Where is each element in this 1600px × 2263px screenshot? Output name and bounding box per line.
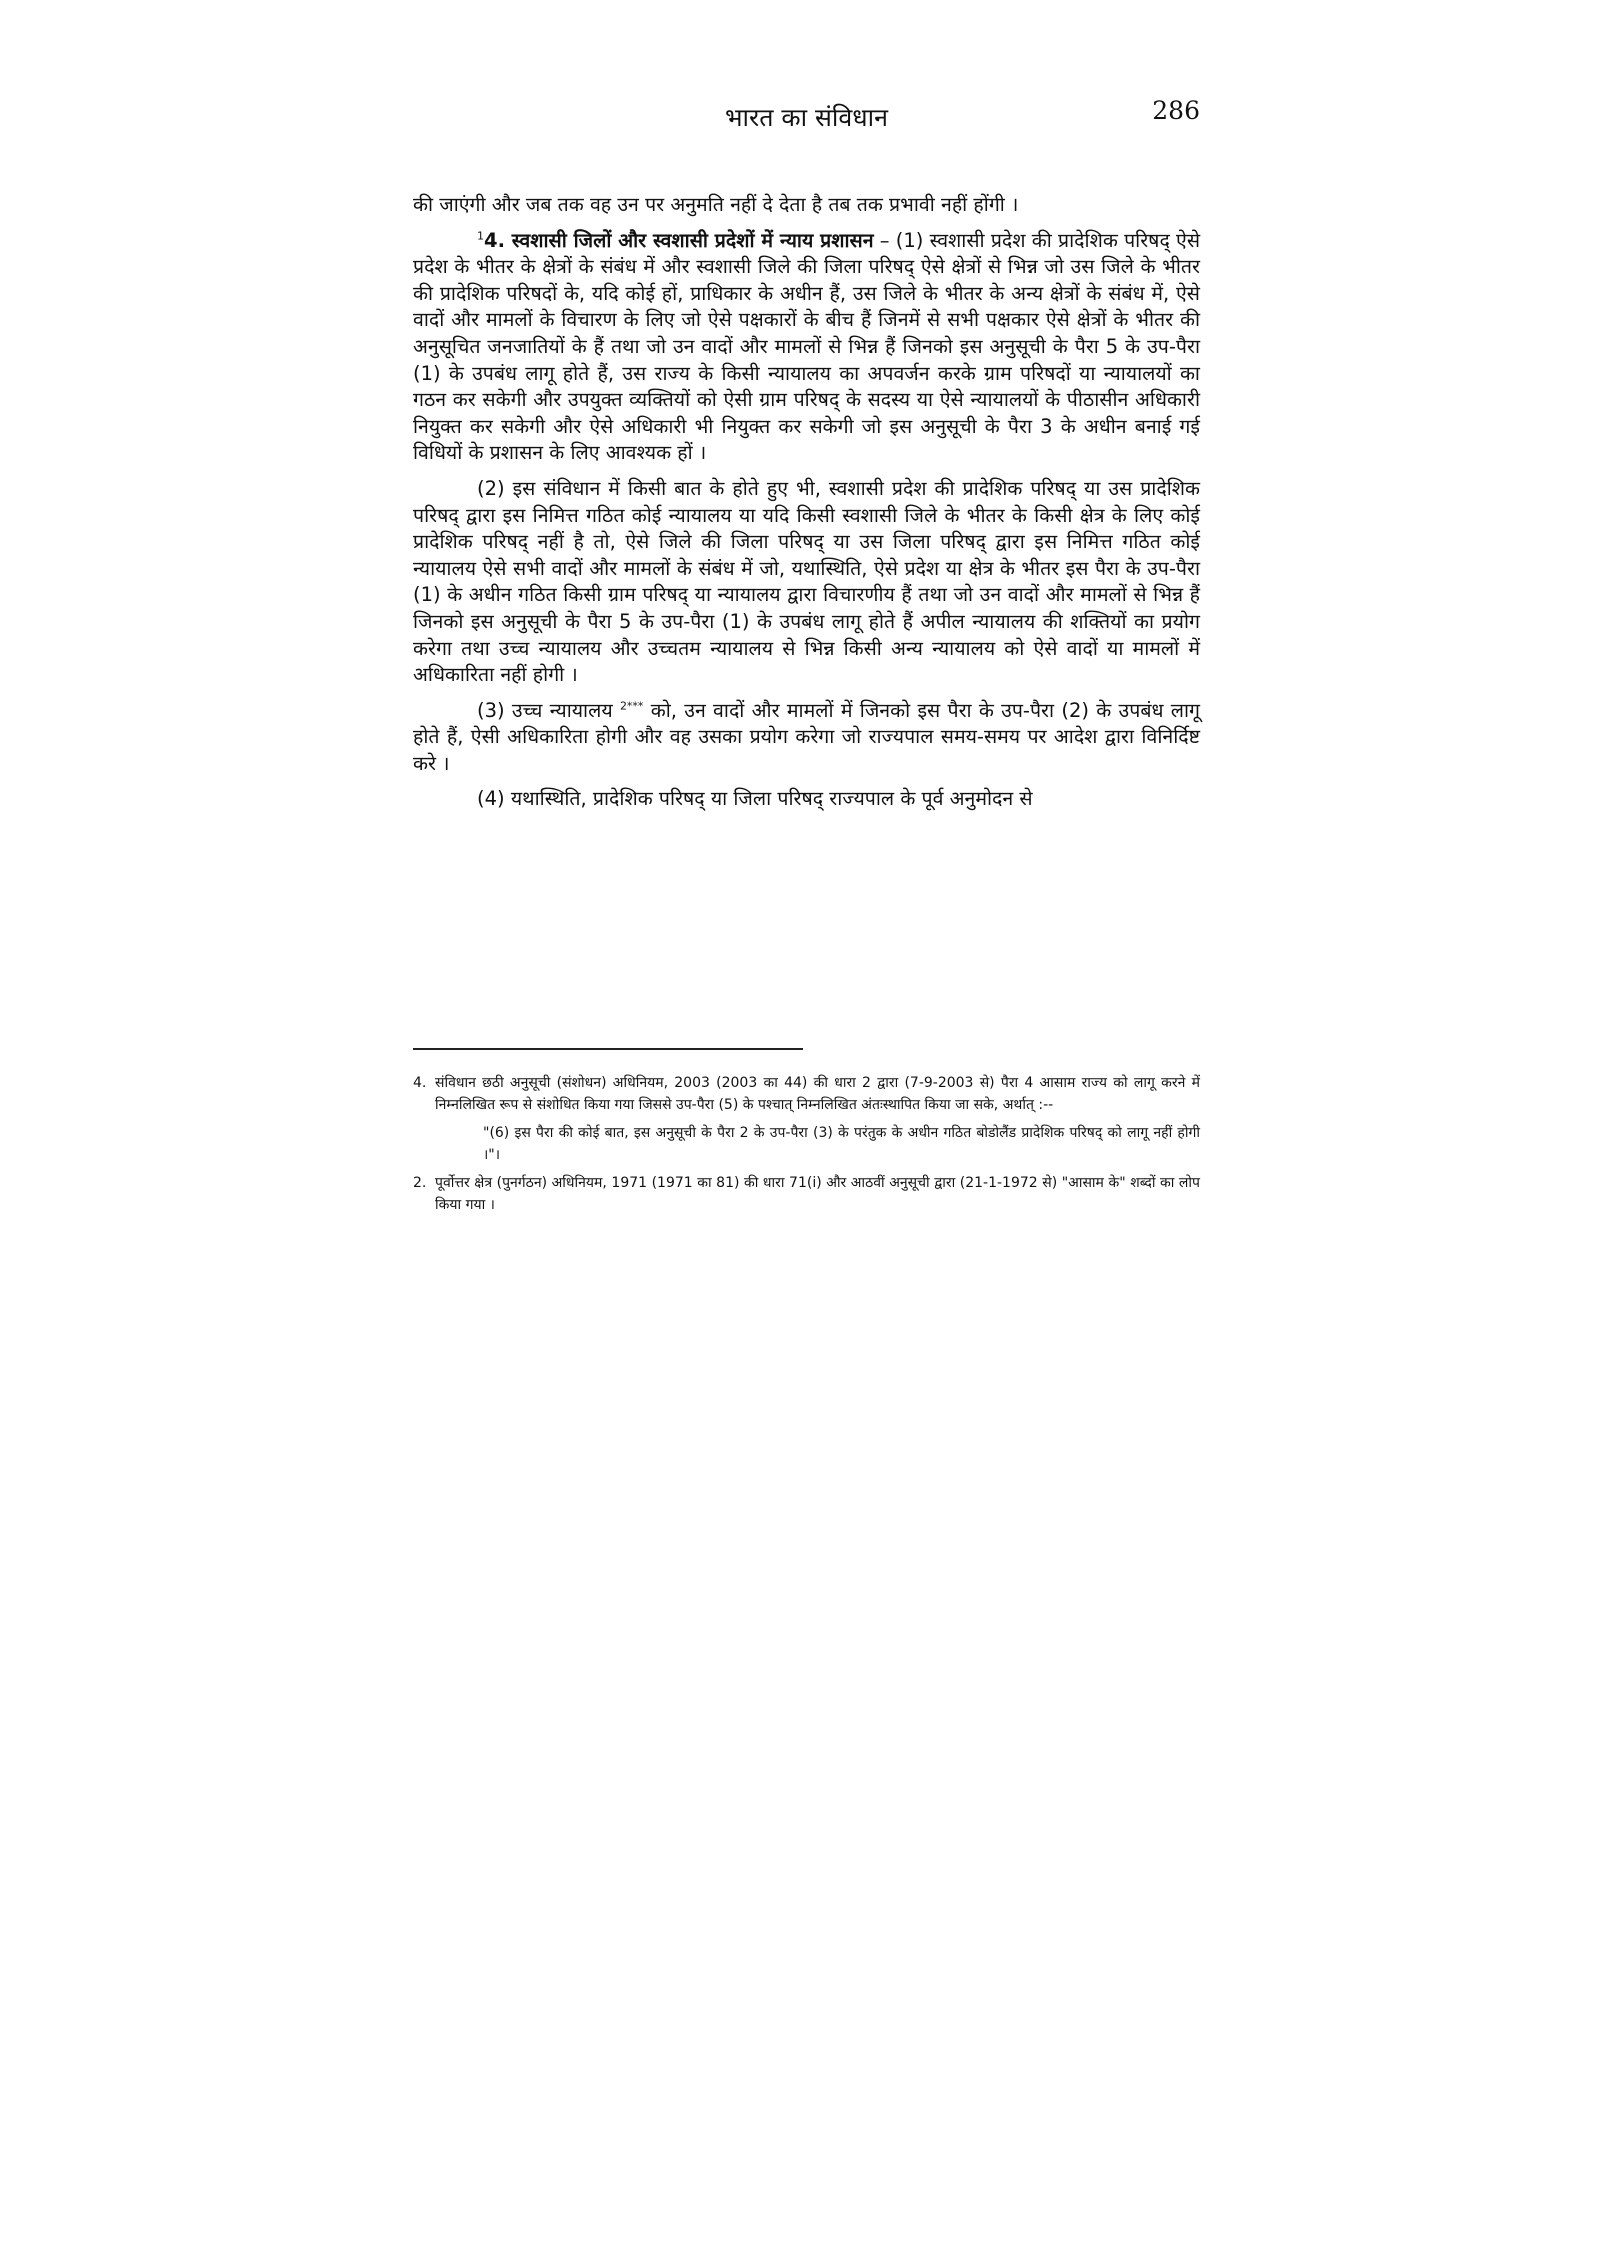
page-header — [413, 92, 1200, 142]
footnote-text: पूर्वोत्तर क्षेत्र (पुनर्गठन) अधिनियम, 1971 (1971 का 81) की धारा 71(i) और आठवीं अनुसूची द्वारा (21-1-1972 से) "आसाम के" शब्दों का लोप किया गया । — [435, 1175, 1200, 1213]
section-4-text: – (1) स्वशासी प्रदेश की प्रादेशिक परिषद् ऐसे प्रदेश के भीतर के क्षेत्रों के संबंध में और स्वशासी जिले की जिला परिषद् ऐसे क्षेत्रों से भिन्न जो उस जिले के भीतर की प्रादेशिक परिषदों के, यदि कोई हों, प्राधिकार के अधीन हैं, उस जिले के भीतर के अन्य क्षेत्रों के संबंध में, ऐसे वादों और मामलों के विचारण के लिए जो ऐसे पक्षकारों के बीच हैं जिनमें से सभी पक्षकार ऐसे क्षेत्रों के भीतर की अनुसूचित जनजातियों के हैं तथा जो उन वादों और मामलों से भिन्न हैं जिनको इस अनुसूची के पैरा 5 के उप-पैरा (1) के उपबंध लागू होते हैं, उस राज्य के किसी न्यायालय का अपवर्जन करके ग्राम परिषदों या न्यायालयों का गठन कर सकेगी और उपयुक्त व्यक्तियों को ऐसी ग्राम परिषद् के सदस्य या ऐसे न्यायालयों के पीठासीन अधिकारी नियुक्त कर सकेगी और ऐसे अधिकारी भी नियुक्त कर सकेगी जो इस अनुसूची के पैरा 3 के अधीन बनाई गई विधियों के प्रशासन के लिए आवश्यक हों । — [413, 228, 1200, 465]
footnote-ref-2: 2*** — [619, 699, 644, 713]
footnote-item — [413, 1172, 1200, 1216]
body-text — [413, 192, 1200, 813]
footnotes — [413, 1072, 1200, 1222]
footnote-item — [413, 1072, 1200, 1116]
page-title: भारत का संविधान — [724, 103, 889, 132]
footnote-number: 4. — [413, 1075, 427, 1091]
sub-paragraph-3 — [413, 698, 1200, 778]
section-4-paragraph — [413, 228, 1200, 467]
sub-paragraph-3-end: को, उन वादों और मामलों में जिनको इस पैरा के उप-पैरा (2) के उपबंध लागू होते हैं, ऐसी अधिकारिता होगी और वह उसका प्रयोग करेगा जो राज्यपाल समय-समय पर आदेश द्वारा विनिर्दिष्ट करे । — [413, 698, 1200, 775]
sub-paragraph-4: (4) यथास्थिति, प्रादेशिक परिषद् या जिला परिषद् राज्यपाल के पूर्व अनुमोदन से — [477, 787, 1033, 811]
footnote-ref-1: 1 — [477, 229, 484, 243]
sub-paragraph-3-start: (3) उच्च न्यायालय — [477, 698, 620, 722]
footnote-number: 2. — [413, 1175, 427, 1191]
section-4-heading: 4. स्वशासी जिलों और स्वशासी प्रदेशों में न्याय प्रशासन — [484, 228, 874, 252]
page-number: 286 — [1152, 96, 1200, 125]
footnote-quote: "(6) इस पैरा की कोई बात, इस अनुसूची के पैरा 2 के उप-पैरा (3) के परंतुक के अधीन गठित बोडोलैंड प्रादेशिक परिषद् को लागू नहीं होगी ।"। — [483, 1125, 1200, 1163]
footnote-text: संविधान छठी अनुसूची (संशोधन) अधिनियम, 2003 (2003 का 44) की धारा 2 द्वारा (7-9-2003 से) पैरा 4 आसाम राज्य को लागू करने में निम्नलिखित रूप से संशोधित किया गया जिससे उप-पैरा (5) के पश्चात् निम्नलिखित अंतःस्थापित किया जा सके, अर्थात् :-- — [435, 1075, 1200, 1113]
sub-paragraph-2: (2) इस संविधान में किसी बात के होते हुए भी, स्वशासी प्रदेश की प्रादेशिक परिषद् या उस प्रादेशिक परिषद् द्वारा इस निमित्त गठित कोई न्यायालय या यदि किसी स्वशासी जिले के भीतर के किसी क्षेत्र के लिए कोई प्रादेशिक परिषद् नहीं है तो, ऐसे जिले की जिला परिषद् या उस जिला परिषद् द्वारा इस निमित्त गठित कोई न्यायालय ऐसे सभी वादों और मामलों के संबंध में जो, यथास्थिति, ऐसे प्रदेश या क्षेत्र के भीतर इस पैरा के उप-पैरा (1) के अधीन गठित किसी ग्राम परिषद् या न्यायालय द्वारा विचारणीय हैं तथा जो उन वादों और मामलों से भिन्न हैं जिनको इस अनुसूची के पैरा 5 के उप-पैरा (1) के उपबंध लागू होते हैं अपील न्यायालय की शक्तियों का प्रयोग करेगा तथा उच्च न्यायालय और उच्चतम न्यायालय से भिन्न किसी अन्य न्यायालय को ऐसे वादों या मामलों में अधिकारिता नहीं होगी । — [413, 476, 1200, 687]
footnote-divider — [413, 1048, 803, 1050]
continuation-paragraph: की जाएंगी और जब तक वह उन पर अनुमति नहीं दे देता है तब तक प्रभावी नहीं होंगी । — [413, 193, 1019, 216]
